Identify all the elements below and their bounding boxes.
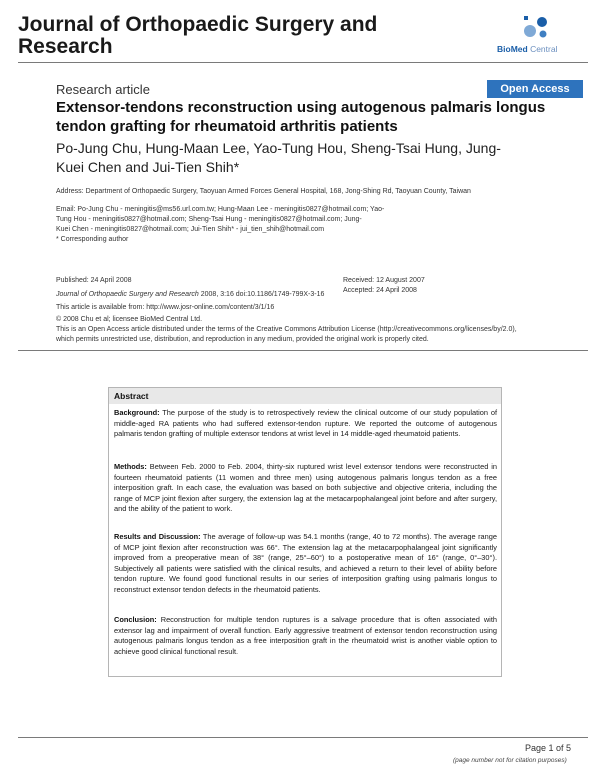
- copyright: © 2008 Chu et al; licensee BioMed Central Ltd.: [56, 316, 203, 323]
- article-title-line2: tendon grafting for rheumatoid arthritis patients: [56, 118, 398, 135]
- authors-line1: Po-Jung Chu, Hung-Maan Lee, Yao-Tung Hou, Sheng-Tsai Hung, Jung-: [56, 140, 501, 156]
- published-date: Published: 24 April 2008: [56, 277, 132, 284]
- open-access-badge: Open Access: [487, 80, 583, 98]
- header-divider: [18, 62, 588, 63]
- authors: [56, 139, 526, 177]
- article-title: [56, 98, 576, 136]
- accepted-date: Accepted: 24 April 2008: [343, 287, 417, 294]
- biomed-central-logo: [497, 14, 589, 56]
- article-type: Research article: [56, 82, 150, 97]
- abstract-results: Results and Discussion: The average of follow-up was 54.1 months (range, 40 to 72 months). The average range of MCP joint flexion after reconstruction was 66°. The extension lag at the metacarpophalangeal joint significantly improved from a preoperative mean of 38° (range, 25°–60°) to a postoperative mean of 16° (range, 0°–30°). Subjectively all patients were satisfied with the clinical results, and achieved a return to their level of ability before tendon rupture. We found good functional results in our series of interposition grafting using palmaris longus to reconstruct extensor tendon defects in the rheumatoid patients.: [114, 532, 497, 594]
- email-line1: Email: Po-Jung Chu - meningitis@ms56.url.com.tw; Hung-Maan Lee - meningitis0827@hotmail.com; Yao-: [56, 206, 385, 213]
- abstract-methods: Methods: Between Feb. 2000 to Feb. 2004, thirty-six ruptured wrist level extensor tendons were reconstructed in fourteen rheumatoid patients (11 women and three men) using autogenous palmaris longus tendon as a free interposition graft. In each case, the evaluation was based on both subjective and objective criteria, including the range of MCP joint flexion after surgery, the extension lag at the metacarpophalangeal joint before and after surgery, and the ability of the patient to work.: [114, 462, 497, 513]
- license: [56, 315, 586, 345]
- email-line2: Tung Hou - meningitis0827@hotmail.com; Sheng-Tsai Hung - meningitis0827@hotmail.com; Jung-: [56, 216, 362, 223]
- license-line3: which permits unrestricted use, distribution, and reproduction in any medium, provided the original work is properly cited.: [56, 336, 429, 343]
- abstract-background: Background: The purpose of the study is to retrospectively review the clinical outcome of our study population of middle-aged RA patients who had suffered extensor-tendon rupture. We reported the outcome of autogenous palmaris tendon grafting of multiple extensor tendons at wrist level in 14 middle-aged rheumatoid patients.: [114, 408, 497, 438]
- page-number: Page 1 of 5: [525, 743, 572, 753]
- abstract-box: [108, 387, 502, 677]
- journal-title: [18, 14, 377, 58]
- publication-info: [56, 276, 336, 300]
- license-divider: [18, 350, 588, 351]
- received-accepted: [343, 276, 543, 296]
- article-title-line1: Extensor-tendons reconstruction using autogenous palmaris longus: [56, 99, 546, 116]
- journal-title-line1: Journal of Orthopaedic Surgery and: [18, 13, 378, 36]
- journal-title-line2: Research: [18, 35, 113, 58]
- abstract-heading: Abstract: [109, 388, 501, 404]
- page-number-note: (page number not for citation purposes): [453, 757, 567, 764]
- author-emails: [56, 205, 401, 235]
- publisher-name: BioMed Central: [497, 44, 558, 54]
- abstract-conclusion: Conclusion: Reconstruction for multiple tendon ruptures is a salvage procedure that is often associated with extensor lag and impairment of overall function. Early aggressive treatment of extensor tendon reconstruction using autogenous palmaris longus tendon as a free interposition graft in the rheumatoid wrist is another viable option to achieve good clinical functional result.: [114, 615, 497, 656]
- article-url: This article is available from: http://www.josr-online.com/content/3/1/16: [56, 304, 275, 311]
- biomed-logo-icon: [521, 14, 551, 40]
- corresponding-author: * Corresponding author: [56, 236, 129, 243]
- footer-divider: [18, 737, 588, 738]
- received-date: Received: 12 August 2007: [343, 277, 425, 284]
- license-line2: This is an Open Access article distributed under the terms of the Creative Commons Attribution License (http://creativecommons.org/licenses/by/2.0),: [56, 326, 517, 333]
- email-line3: Kuei Chen - meningitis0827@hotmail.com; Jui-Tien Shih* - jui_tien_shih@hotmail.com: [56, 226, 325, 233]
- citation: Journal of Orthopaedic Surgery and Research 2008, 3:16 doi:10.1186/1749-799X-3-16: [56, 291, 325, 298]
- author-address: Address: Department of Orthopaedic Surgery, Taoyuan Armed Forces General Hospital, 168, Jong-Shing Rd, Taoyuan County, Taiwan: [56, 188, 471, 195]
- authors-line2: Kuei Chen and Jui-Tien Shih*: [56, 159, 240, 175]
